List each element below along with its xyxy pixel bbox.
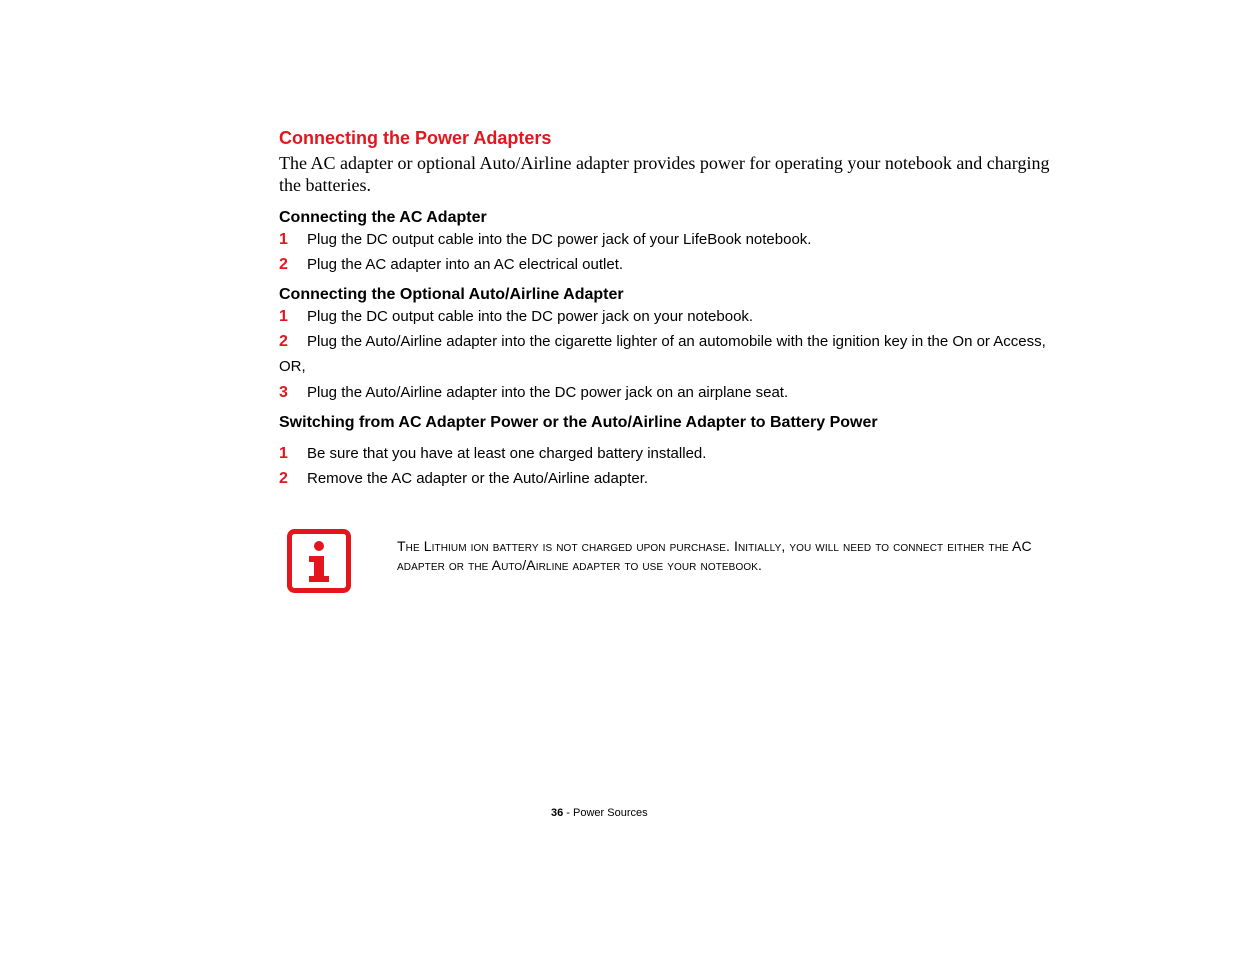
note-text: The Lithium ion battery is not charged upon purchase. Initially, you will need to connect either the AC adapter or the Auto/Airline adapter to use your notebook. bbox=[397, 538, 1032, 573]
switching-heading: Switching from AC Adapter Power or the Auto/Airline Adapter to Battery Power bbox=[279, 414, 878, 431]
section-intro: The AC adapter or optional Auto/Airline adapter provides power for operating your notebook and charging the batteries. bbox=[279, 153, 1050, 195]
step-text: Plug the DC output cable into the DC power jack on your notebook. bbox=[307, 308, 754, 325]
info-note bbox=[287, 529, 1067, 595]
step-number: 2 bbox=[279, 470, 288, 487]
page-content bbox=[279, 126, 1079, 489]
step-number: 1 bbox=[279, 231, 288, 248]
step-number: 2 bbox=[279, 333, 288, 350]
footer-content bbox=[551, 806, 648, 820]
step-number: 3 bbox=[279, 384, 288, 401]
list-item bbox=[279, 332, 1079, 352]
list-item bbox=[279, 307, 1079, 327]
chapter-name: Power Sources bbox=[573, 807, 648, 819]
step-text: Be sure that you have at least one charged battery installed. bbox=[307, 445, 707, 462]
list-item bbox=[279, 230, 1079, 250]
list-item bbox=[279, 383, 1079, 403]
step-number: 2 bbox=[279, 256, 288, 273]
list-item bbox=[279, 444, 1079, 464]
step-text: Remove the AC adapter or the Auto/Airline adapter. bbox=[307, 470, 649, 487]
list-item bbox=[279, 255, 1079, 275]
step-text: Plug the DC output cable into the DC power jack of your LifeBook notebook. bbox=[307, 231, 812, 248]
info-icon bbox=[287, 529, 351, 593]
or-text: OR, bbox=[279, 358, 306, 375]
footer-separator: - bbox=[563, 807, 574, 819]
step-number: 1 bbox=[279, 445, 288, 462]
step-text: Plug the AC adapter into an AC electrical outlet. bbox=[307, 256, 624, 273]
ac-adapter-heading: Connecting the AC Adapter bbox=[279, 209, 487, 226]
step-text: Plug the Auto/Airline adapter into the cigarette lighter of an automobile with the ignition key in the On or Access, bbox=[307, 333, 1046, 350]
page-number: 36 bbox=[551, 807, 564, 819]
step-number: 1 bbox=[279, 308, 288, 325]
section-title: Connecting the Power Adapters bbox=[279, 128, 552, 148]
auto-airline-heading: Connecting the Optional Auto/Airline Adapter bbox=[279, 286, 624, 303]
list-item bbox=[279, 469, 1079, 489]
step-text: Plug the Auto/Airline adapter into the DC power jack on an airplane seat. bbox=[307, 384, 789, 401]
